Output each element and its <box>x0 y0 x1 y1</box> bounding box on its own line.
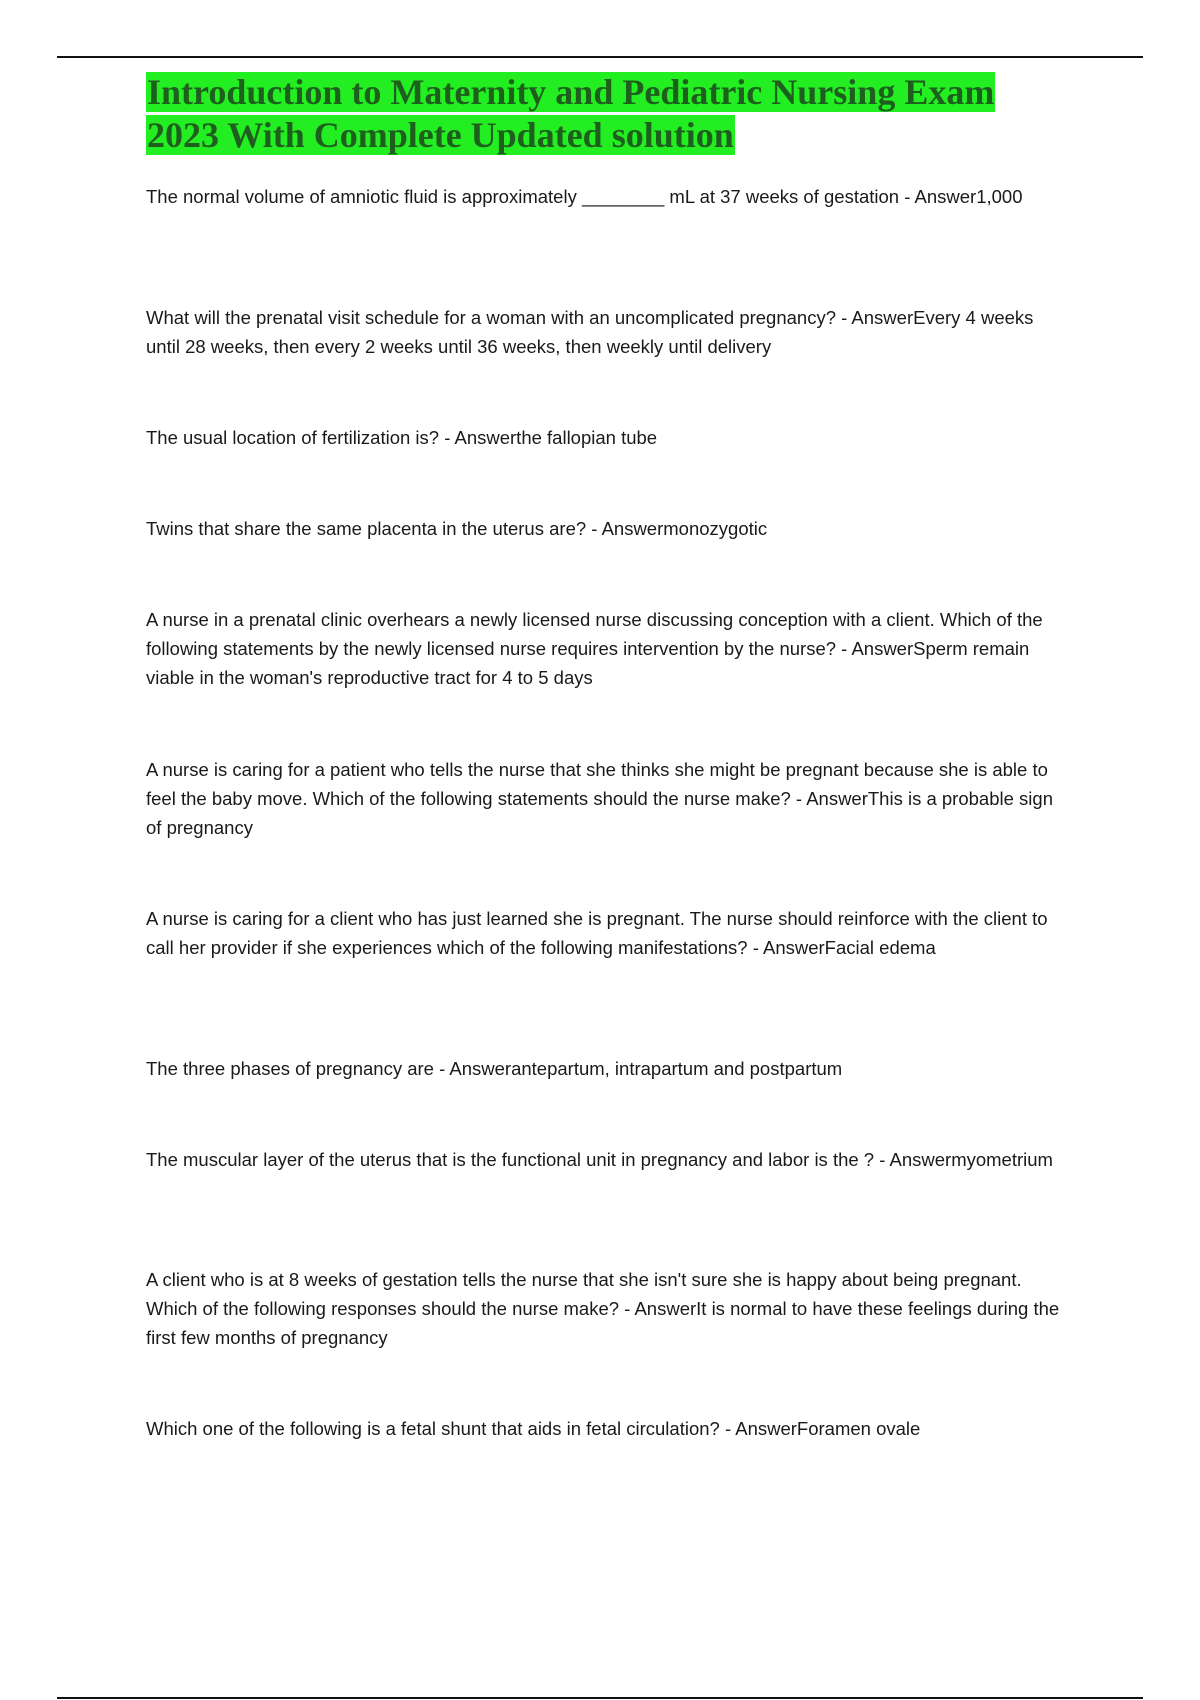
qa-item-11: Which one of the following is a fetal shunt that aids in fetal circulation? - AnswerForamen ovale <box>146 1418 921 1439</box>
qa-item-1: The normal volume of amniotic fluid is approximately ________ mL at 37 weeks of gestation - Answer1,000 <box>146 186 1023 207</box>
qa-item-2: What will the prenatal visit schedule for a woman with an uncomplicated pregnancy? - AnswerEvery 4 weeks until 28 weeks, then every 2 weeks until 36 weeks, then weekly until delivery <box>146 307 1034 357</box>
qa-item-10: A client who is at 8 weeks of gestation tells the nurse that she isn't sure she is happy about being pregnant. Which of the following responses should the nurse make? - AnswerIt is normal to have these feelings during the first few months of pregnancy <box>146 1269 1060 1348</box>
qa-item-7: A nurse is caring for a client who has just learned she is pregnant. The nurse should reinforce with the client to call her provider if she experiences which of the following manifestations? - AnswerFacial edema <box>146 908 1048 958</box>
qa-item-9: The muscular layer of the uterus that is the functional unit in pregnancy and labor is the ? - Answermyometrium <box>146 1149 1053 1170</box>
qa-item-3: The usual location of fertilization is? - Answerthe fallopian tube <box>146 427 658 448</box>
bottom-rule <box>57 1697 1143 1699</box>
qa-item-4: Twins that share the same placenta in the uterus are? - Answermonozygotic <box>146 518 768 539</box>
top-rule <box>57 56 1143 58</box>
document-title <box>146 71 1046 157</box>
qa-item-5: A nurse in a prenatal clinic overhears a newly licensed nurse discussing conception with a client. Which of the following statements by the newly licensed nurse requires intervention by the nurse? - AnswerSperm remain viable in the woman's reproductive tract for 4 to 5 days <box>146 609 1043 688</box>
qa-item-6: A nurse is caring for a patient who tells the nurse that she thinks she might be pregnant because she is able to feel the baby move. Which of the following statements should the nurse make? - AnswerThis is a probable sign of pregnancy <box>146 759 1053 838</box>
qa-item-8: The three phases of pregnancy are - Answerantepartum, intrapartum and postpartum <box>146 1058 843 1079</box>
document-title-text: Introduction to Maternity and Pediatric Nursing Exam 2023 With Complete Updated solution <box>147 72 995 155</box>
